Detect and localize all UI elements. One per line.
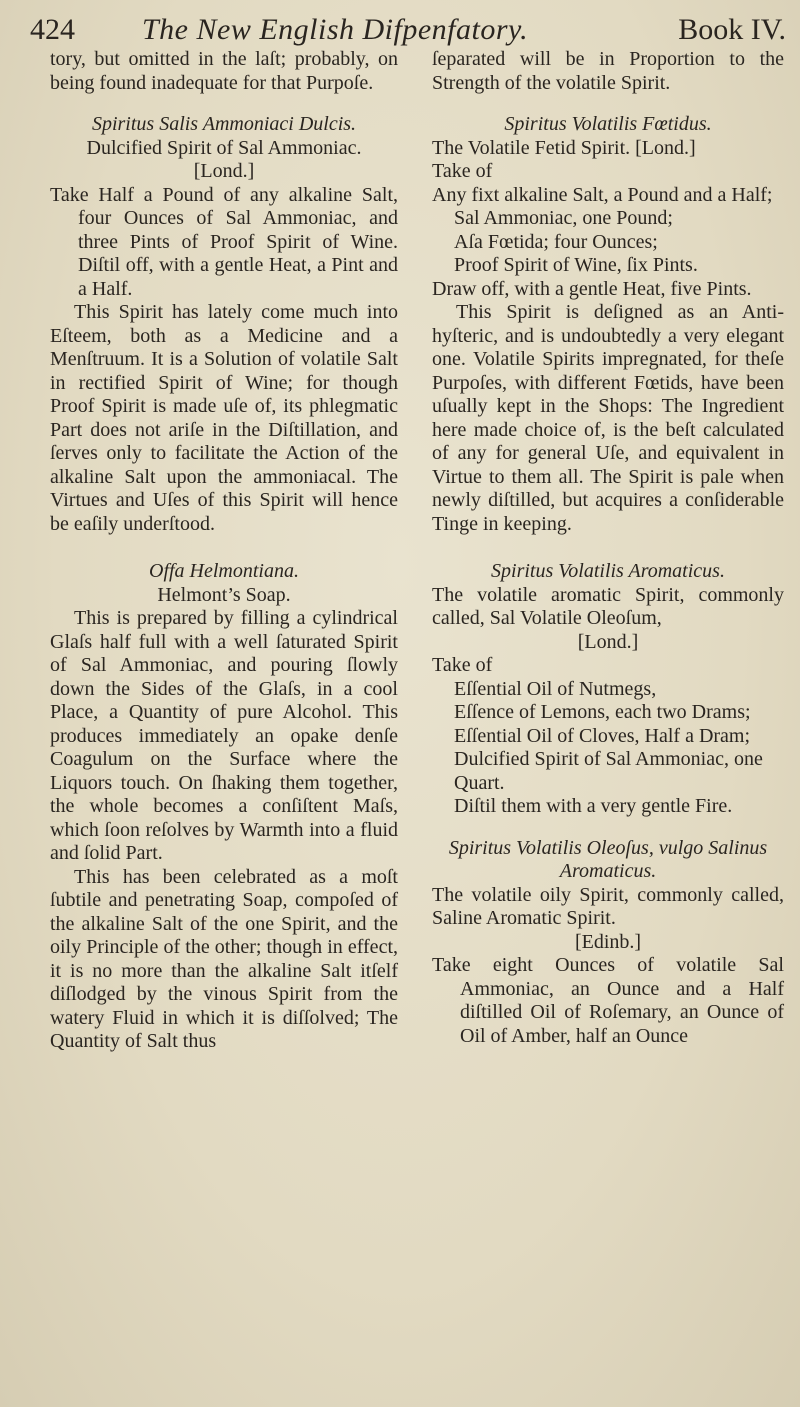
right-column-block-8: Proof Spirit of Wine, ſix Pints.: [454, 254, 698, 276]
left-column-block-6: This Spirit has lately come much into Eſteem, both as a Medicine and a Menſtruum. It is a Solution of volatile Salt in rectified Spirit of Wine; for though Proof Spirit is made uſe of, its phlegmatic Part does not ariſe in the Diſtillation, and ſerves only to facilitate the Action of the alkaline Salt upon the ammoniacal. The Virtues and Uſes of this Spirit will hence be eaſily underſtood.: [50, 301, 398, 535]
right-column-block-11: [432, 536, 784, 560]
page-number: 424: [30, 13, 75, 46]
right-column: [432, 48, 784, 1048]
running-title: The New English Difpenfatory.: [142, 13, 529, 46]
right-column-block-20: Diſtil them with a very gentle Fire.: [454, 795, 733, 817]
right-column-block-19: Dulcified Spirit of Sal Ammoniac, one Quart.: [454, 748, 763, 794]
right-column-block-13: The volatile aromatic Spirit, commonly called, Sal Volatile Oleoſum,: [432, 583, 784, 629]
right-column-block-25: Take eight Ounces of volatile Sal Ammoniac, an Ounce and a Half diſtilled Oil of Roſemary, an Ounce of Oil of Amber, half an Ounce: [432, 954, 784, 1047]
left-column-block-8: Offa Helmontiana.: [149, 560, 299, 582]
left-column-block-2: Spiritus Salis Ammoniaci Dulcis.: [91, 113, 357, 135]
right-column-block-16: Eſſential Oil of Nutmegs,: [454, 677, 657, 700]
right-column-block-4: Take of: [432, 160, 493, 182]
right-column-block-2: Spiritus Volatilis Fœtidus.: [504, 113, 712, 135]
left-column-block-4: [Lond.]: [193, 160, 255, 182]
right-column-block-23: The volatile oily Spirit, commonly called, Saline Aromatic Spirit.: [432, 883, 784, 929]
right-column-block-7: Aſa Fœtida; four Ounces;: [454, 230, 658, 253]
right-column-block-9: Draw off, with a gentle Heat, five Pints.: [432, 277, 752, 300]
left-column-block-3: Dulcified Spirit of Sal Ammoniac.: [86, 136, 362, 159]
right-column-block-18: Eſſential Oil of Cloves, Half a Dram;: [454, 724, 751, 747]
right-column-block-12: Spiritus Volatilis Aromaticus.: [491, 560, 725, 582]
left-column-block-0: tory, but omitted in the laſt; probably, on being found inadequate for that Purpoſe.: [50, 48, 398, 94]
right-column-block-15: Take of: [432, 654, 493, 676]
left-column-block-10: This is prepared by filling a cylindrical Glaſs half full with a well ſaturated Spirit of Sal Ammoniac, and pouring ſlowly down the Sides of the Glaſs, in a cool Place, a Quantity of pure Alcohol. This produces immediately an opake denſe Coagulum on the Surface where the Liquors touch. On ſhaking them together, the whole becomes a conſiſtent Maſs, which ſoon reſolves by Warmth into a fluid and ſolid Part.: [50, 607, 398, 864]
right-column-block-6: Sal Ammoniac, one Pound;: [454, 207, 673, 229]
right-column-block-21: [432, 819, 784, 837]
left-column: [50, 48, 398, 1054]
right-column-block-1: [432, 95, 784, 113]
right-column-block-24: [Edinb.]: [574, 930, 642, 953]
right-column-block-0: ſeparated will be in Proportion to the Strength of the volatile Spirit.: [432, 48, 784, 94]
right-column-block-10: This Spirit is deſigned as an Anti-hyſteric, and is undoubtedly a very elegant one. Volatile Spirits impregnated, for theſe Purpoſes, with different Fœtids, have been uſually kept in the Shops: The Ingredient here made choice of, is the beſt calculated of any for general Uſe, and equivalent in Virtue to them all. The Spirit is pale when newly diſtilled, but acquires a conſiderable Tinge in keeping.: [432, 301, 784, 535]
book-number: Book IV.: [678, 13, 786, 46]
right-column-block-5: Any fixt alkaline Salt, a Pound and a Half;: [432, 183, 773, 206]
left-column-block-11: This has been celebrated as a moſt ſubtile and penetrating Soap, compoſed of the alkaline Salt of the one Spirit, and the oily Principle of the other; though in effect, it is no more than the alkaline Salt itſelf diſlodged by the vinous Spirit from the watery Fluid in which it is diſſolved; The Quantity of Salt thus: [50, 865, 398, 1052]
right-column-block-3: The Volatile Fetid Spirit. [Lond.]: [432, 136, 696, 159]
right-column-block-14: [Lond.]: [577, 630, 639, 653]
left-column-block-7: [50, 536, 398, 560]
left-column-block-1: [50, 95, 398, 113]
left-column-block-5: Take Half a Pound of any alkaline Salt, four Ounces of Sal Ammoniac, and three Pints of Proof Spirit of Wine. Diſtil off, with a gentle Heat, a Pint and a Half.: [50, 183, 398, 300]
running-header: [30, 10, 786, 50]
right-column-block-17: Eſſence of Lemons, each two Drams;: [454, 701, 751, 723]
left-column-block-9: Helmont’s Soap.: [157, 583, 291, 606]
right-column-block-22: Spiritus Volatilis Oleoſus, vulgo Salinus Aromaticus.: [448, 836, 768, 882]
